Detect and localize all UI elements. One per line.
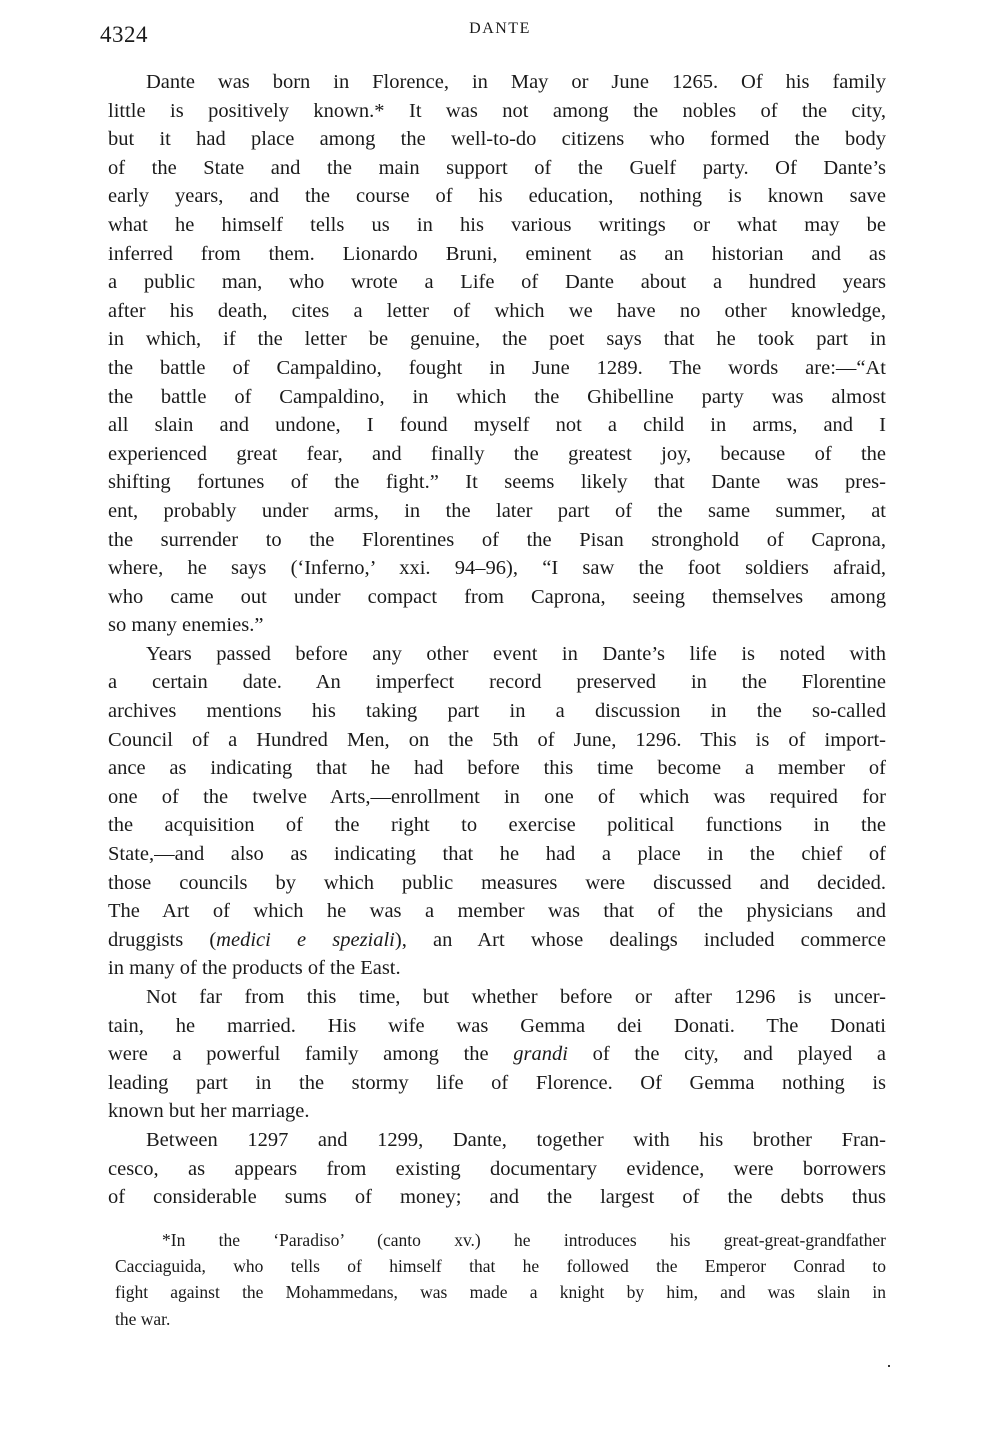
running-head: DANTE xyxy=(469,20,531,37)
text-line-with-italic xyxy=(108,926,886,955)
text-span: were a powerful family among the xyxy=(108,1043,514,1066)
text-line: little is positively known.* It was not among the nobles of the city, xyxy=(108,99,886,122)
text-line: shifting fortunes of the fight.” It seems likely that Dante was pres- xyxy=(108,471,886,494)
text-line: leading part in the stormy life of Florence. Of Gemma nothing is xyxy=(108,1071,886,1094)
text-line: ance as indicating that he had before this time become a member of xyxy=(108,757,886,780)
scan-speck xyxy=(888,1365,890,1367)
text-line-with-italic xyxy=(108,1040,886,1069)
text-line: a certain date. An imperfect record preserved in the Florentine xyxy=(108,671,886,694)
text-line: the battle of Campaldino, fought in June 1289. The words are:—“At xyxy=(108,356,886,379)
text-line: one of the twelve Arts,—enrollment in one of which was required for xyxy=(108,785,886,808)
text-line: Dante was born in Florence, in May or June 1265. Of his family xyxy=(146,71,886,93)
text-line: The Art of which he was a member was that of the physicians and xyxy=(108,900,886,923)
text-line: Years passed before any other event in Dante’s life is noted with xyxy=(146,642,886,665)
footnote xyxy=(115,1227,886,1332)
text-line: Not far from this time, but whether before or after 1296 is uncer- xyxy=(146,986,886,1008)
italic-term: grandi xyxy=(513,1043,568,1066)
text-line: experienced great fear, and finally the greatest joy, because of the xyxy=(108,442,886,465)
text-line: the acquisition of the right to exercise political functions in the xyxy=(108,814,886,837)
footnote-line: the war. xyxy=(115,1308,171,1329)
footnote-line: fight against the Mohammedans, was made a knight by him, and was slain in xyxy=(115,1282,886,1303)
text-line: ent, probably under arms, in the later part of the same summer, at xyxy=(108,499,886,522)
text-line: known but her marriage. xyxy=(108,1100,310,1123)
paragraph-4 xyxy=(108,1126,886,1212)
text-line: but it had place among the well-to-do citizens who formed the body xyxy=(108,128,886,151)
body-text xyxy=(108,68,886,1212)
text-line: the surrender to the Florentines of the Pisan stronghold of Caprona, xyxy=(108,528,886,551)
text-line: in many of the products of the East. xyxy=(108,957,401,980)
paragraph-2 xyxy=(108,640,886,983)
footnote-line: *In the ‘Paradiso’ (canto xv.) he introduces his great-great-grandfather xyxy=(162,1230,886,1250)
text-line: so many enemies.” xyxy=(108,614,264,637)
text-line: after his death, cites a letter of which we have no other knowledge, xyxy=(108,299,886,322)
page-number: 4324 xyxy=(100,22,148,47)
text-line: inferred from them. Lionardo Bruni, eminent as an historian and as xyxy=(108,242,886,265)
text-line: what he himself tells us in his various writings or what may be xyxy=(108,213,886,236)
text-line: Between 1297 and 1299, Dante, together with his brother Fran- xyxy=(146,1128,886,1151)
paragraph-3 xyxy=(108,983,886,1126)
text-line: Council of a Hundred Men, on the 5th of June, 1296. This is of import- xyxy=(108,728,886,751)
text-line: those councils by which public measures were discussed and decided. xyxy=(108,871,886,894)
text-line: the battle of Campaldino, in which the Ghibelline party was almost xyxy=(108,385,886,408)
text-line: in which, if the letter be genuine, the poet says that he took part in xyxy=(108,328,886,351)
paragraph-1 xyxy=(108,68,886,640)
text-line: a public man, who wrote a Life of Dante about a hundred years xyxy=(108,271,886,294)
text-line: who came out under compact from Caprona, seeing themselves among xyxy=(108,585,886,608)
text-span: of the city, and played a xyxy=(567,1043,886,1066)
text-line: of considerable sums of money; and the largest of the debts thus xyxy=(108,1186,886,1209)
text-line: archives mentions his taking part in a discussion in the so-called xyxy=(108,700,886,723)
text-line: all slain and undone, I found myself not a child in arms, and I xyxy=(108,414,886,437)
text-line: cesco, as appears from existing documentary evidence, were borrowers xyxy=(108,1157,886,1180)
text-line: tain, he married. His wife was Gemma dei Donati. The Donati xyxy=(108,1014,886,1037)
italic-term: medici e speziali xyxy=(216,928,395,951)
text-line: early years, and the course of his education, nothing is known save xyxy=(108,185,886,208)
text-line: where, he says (‘Inferno,’ xxi. 94–96), “I saw the foot soldiers afraid, xyxy=(108,557,886,580)
text-span: ), an Art whose dealings included commerce xyxy=(394,928,887,951)
text-line: of the State and the main support of the Guelf party. Of Dante’s xyxy=(108,156,886,179)
text-line: State,—and also as indicating that he had a place in the chief of xyxy=(108,843,886,866)
footnote-line: Cacciaguida, who tells of himself that he followed the Emperor Conrad to xyxy=(115,1256,886,1277)
text-span: druggists ( xyxy=(108,928,217,951)
